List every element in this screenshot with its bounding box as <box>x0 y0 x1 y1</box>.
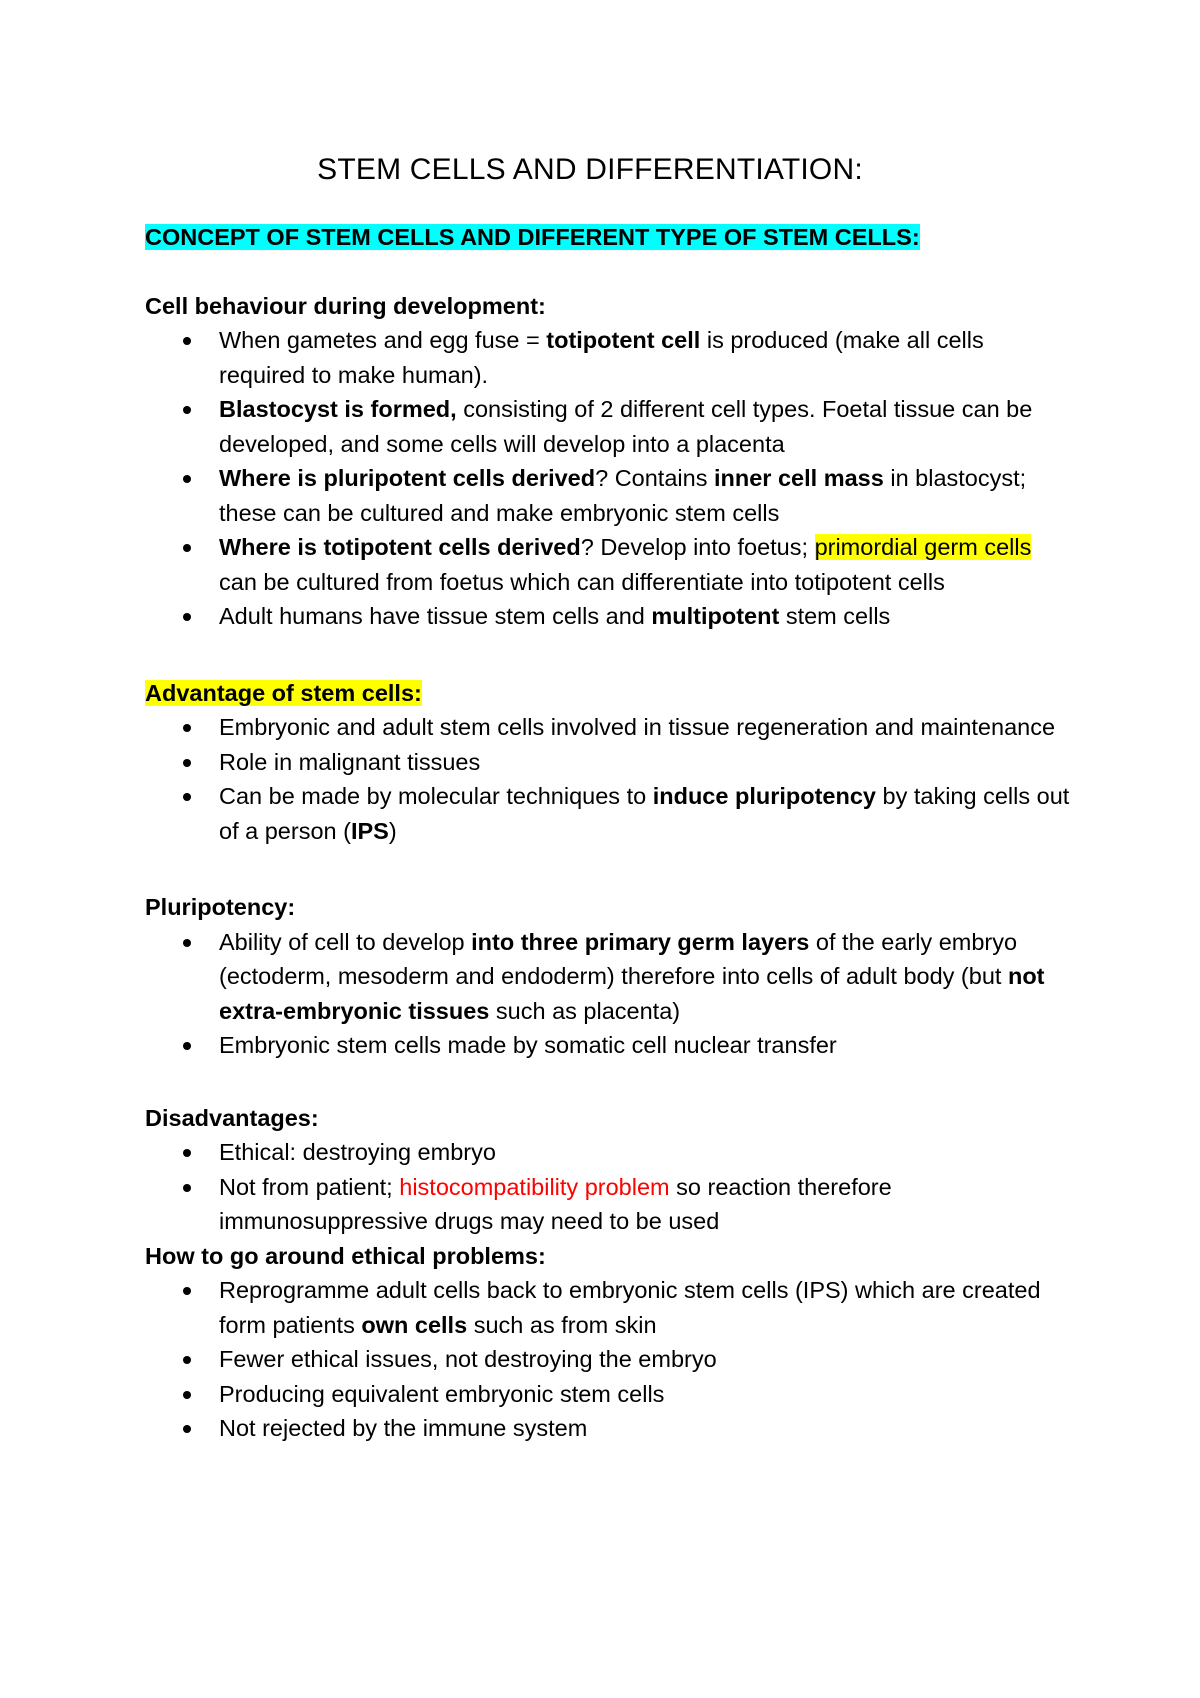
list-item: When gametes and egg fuse = totipotent cell is produced (make all cells required to make human). <box>145 323 1075 392</box>
list-item: Role in malignant tissues <box>145 745 1075 780</box>
list-item: Reprogramme adult cells back to embryonic stem cells (IPS) which are created form patients own cells such as from skin <box>145 1273 1075 1342</box>
ethical-list <box>145 1273 1075 1446</box>
pluripotency-list <box>145 925 1075 1063</box>
list-item: Where is pluripotent cells derived? Contains inner cell mass in blastocyst; these can be cultured and make embryonic stem cells <box>145 461 1075 530</box>
list-item: Can be made by molecular techniques to induce pluripotency by taking cells out of a person (IPS) <box>145 779 1075 848</box>
advantage-heading-text: Advantage of stem cells: <box>145 679 422 706</box>
list-item: Embryonic and adult stem cells involved in tissue regeneration and maintenance <box>145 710 1075 745</box>
disadvantages-heading: Disadvantages: <box>145 1104 319 1131</box>
list-item: Ethical: destroying embryo <box>145 1135 1075 1170</box>
list-item: Fewer ethical issues, not destroying the embryo <box>145 1342 1075 1377</box>
list-item: Embryonic stem cells made by somatic cell nuclear transfer <box>145 1028 1075 1063</box>
document-content <box>145 150 1075 1446</box>
highlighted-text: primordial germ cells <box>814 534 1032 560</box>
list-item: Where is totipotent cells derived? Develop into foetus; primordial germ cells can be cultured from foetus which can differentiate into totipotent cells <box>145 530 1075 599</box>
cell-behaviour-heading: Cell behaviour during development: <box>145 292 546 319</box>
ethical-heading: How to go around ethical problems: <box>145 1242 546 1269</box>
advantage-heading <box>145 676 1075 711</box>
list-item: Blastocyst is formed, consisting of 2 different cell types. Foetal tissue can be developed, and some cells will develop into a placenta <box>145 392 1075 461</box>
list-item: Ability of cell to develop into three primary germ layers of the early embryo (ectoderm, mesoderm and endoderm) therefore into cells of adult body (but not extra-embryonic tissues such as placenta) <box>145 925 1075 1029</box>
page-title: STEM CELLS AND DIFFERENTIATION: <box>317 153 863 186</box>
section-heading-text: CONCEPT OF STEM CELLS AND DIFFERENT TYPE OF STEM CELLS: <box>145 224 920 250</box>
disadvantages-list <box>145 1135 1075 1239</box>
advantage-list <box>145 710 1075 848</box>
cell-behaviour-list <box>145 323 1075 634</box>
list-item: Not from patient; histocompatibility problem so reaction therefore immunosuppressive drugs may need to be used <box>145 1170 1075 1239</box>
list-item: Producing equivalent embryonic stem cells <box>145 1377 1075 1412</box>
list-item: Not rejected by the immune system <box>145 1411 1075 1446</box>
red-text: histocompatibility problem <box>399 1173 670 1200</box>
section-heading <box>145 220 1075 255</box>
list-item: Adult humans have tissue stem cells and multipotent stem cells <box>145 599 1075 634</box>
pluripotency-heading: Pluripotency: <box>145 894 296 920</box>
